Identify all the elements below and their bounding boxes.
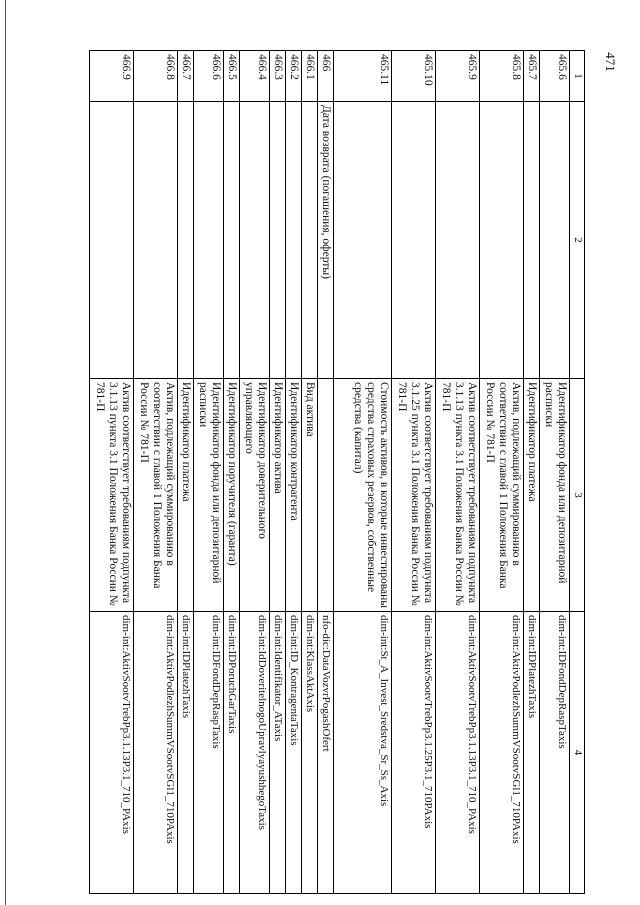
row-number: 465.11 bbox=[334, 51, 392, 102]
row-description: Идентификатор платежа bbox=[178, 379, 194, 612]
table-row bbox=[436, 51, 480, 894]
row-name bbox=[334, 102, 392, 379]
table-row bbox=[224, 51, 240, 894]
row-code: nfo-dic:DataVozvrPogashOfert bbox=[318, 612, 334, 894]
row-description: Идентификатор поручителя (гаранта) bbox=[224, 379, 240, 612]
row-description: Идентификатор контрагента bbox=[286, 379, 302, 612]
table-row bbox=[480, 51, 524, 894]
table-row bbox=[392, 51, 436, 894]
header-col-3: 3 bbox=[570, 379, 585, 612]
row-description: Актив соответствует требованиям подпункта 3.1.13 пункта 3.1 Положения Банка России № 781-П bbox=[436, 379, 480, 612]
row-number: 466.7 bbox=[178, 51, 194, 102]
table-row bbox=[334, 51, 392, 894]
row-name bbox=[524, 102, 540, 379]
row-code: dim-int:AktivPodlezhSummVSootvSGl1_710PAxis bbox=[480, 612, 524, 894]
row-number: 466.2 bbox=[286, 51, 302, 102]
header-col-1: 1 bbox=[570, 51, 585, 102]
row-number: 465.7 bbox=[524, 51, 540, 102]
row-name bbox=[178, 102, 194, 379]
page-number: 471 bbox=[603, 52, 618, 72]
row-name bbox=[90, 102, 134, 379]
table-row bbox=[318, 51, 334, 894]
header-col-2: 2 bbox=[570, 102, 585, 379]
row-name bbox=[240, 102, 270, 379]
row-name bbox=[436, 102, 480, 379]
row-code: dim-int:AktivPodlezhSummVSootvSGl1_710PAxis bbox=[134, 612, 178, 894]
row-number: 466.3 bbox=[270, 51, 286, 102]
row-name bbox=[480, 102, 524, 379]
row-number: 466.8 bbox=[134, 51, 178, 102]
table-row bbox=[302, 51, 318, 894]
header-col-4: 4 bbox=[570, 612, 585, 894]
row-description: Идентификатор актива bbox=[270, 379, 286, 612]
row-description: Актив соответствует требованиям подпункта 3.1.13 пункта 3.1 Положения Банка России № 781-П bbox=[90, 379, 134, 612]
row-code: dim-int:ID_KontragentaTaxis bbox=[286, 612, 302, 894]
row-code: dim-int:IDFondDepRaspTaxis bbox=[194, 612, 224, 894]
row-code: dim-int:IDPlatezhTaxis bbox=[178, 612, 194, 894]
row-number: 466.5 bbox=[224, 51, 240, 102]
row-code: dim-int:IDPlatezhTaxis bbox=[524, 612, 540, 894]
row-description: Идентификатор фонда или депозитарной расписки bbox=[540, 379, 570, 612]
row-description: Вид актива bbox=[302, 379, 318, 612]
row-name: Дата возврата (погашения, оферты) bbox=[318, 102, 334, 379]
row-code: dim-int:AktivSootvTrebPp3.1.13P3.1_710_PAxis bbox=[90, 612, 134, 894]
row-description: Идентификатор фонда или депозитарной расписки bbox=[194, 379, 224, 612]
row-number: 466.9 bbox=[90, 51, 134, 102]
row-number: 466 bbox=[318, 51, 334, 102]
table-row bbox=[286, 51, 302, 894]
rotated-table-container bbox=[65, 50, 585, 865]
table-row bbox=[240, 51, 270, 894]
table-row bbox=[178, 51, 194, 894]
row-number: 465.8 bbox=[480, 51, 524, 102]
row-number: 465.10 bbox=[392, 51, 436, 102]
row-name bbox=[302, 102, 318, 379]
data-table bbox=[89, 50, 585, 894]
table-row bbox=[194, 51, 224, 894]
margin-rule bbox=[5, 0, 6, 905]
table-row bbox=[524, 51, 540, 894]
row-description: Актив, подлежащий суммированию в соответствии с главой 1 Положения Банка России № 781-П bbox=[480, 379, 524, 612]
row-code: dim-int:AktivSootvTrebPp3.1.25P3.1_710PAxis bbox=[392, 612, 436, 894]
row-number: 465.9 bbox=[436, 51, 480, 102]
row-name bbox=[224, 102, 240, 379]
table-row bbox=[270, 51, 286, 894]
row-description bbox=[318, 379, 334, 612]
table-row bbox=[540, 51, 570, 894]
row-description: Стоимость активов, в которые инвестированы средства страховых резервов, собственные средства (капитал) bbox=[334, 379, 392, 612]
row-description: Актив, подлежащий суммированию в соответствии с главой 1 Положения Банка России № 781-П bbox=[134, 379, 178, 612]
row-code: dim-int:IDFondDepRaspTaxis bbox=[540, 612, 570, 894]
row-number: 466.1 bbox=[302, 51, 318, 102]
row-name bbox=[540, 102, 570, 379]
table-row bbox=[90, 51, 134, 894]
row-code: dim-int:KlassAktAxis bbox=[302, 612, 318, 894]
row-name bbox=[286, 102, 302, 379]
row-name bbox=[134, 102, 178, 379]
row-code: dim-int:IdDoveritelnogoUpravlyayushhegoTaxis bbox=[240, 612, 270, 894]
table-row bbox=[134, 51, 178, 894]
row-code: dim-int:IDPoruchGarTaxis bbox=[224, 612, 240, 894]
row-code: dim-int:Identifikator_ATaxis bbox=[270, 612, 286, 894]
row-name bbox=[392, 102, 436, 379]
row-description: Идентификатор доверительного управляющего bbox=[240, 379, 270, 612]
row-name bbox=[270, 102, 286, 379]
row-number: 466.6 bbox=[194, 51, 224, 102]
row-name bbox=[194, 102, 224, 379]
row-description: Актив соответствует требованиям подпункта 3.1.25 пункта 3.1 Положения Банка России № 781-П bbox=[392, 379, 436, 612]
row-number: 466.4 bbox=[240, 51, 270, 102]
row-code: dim-int:St_A_Invest_Sredstva_Sr_Ss_Axis bbox=[334, 612, 392, 894]
row-code: dim-int:AktivSootvTrebPp3.1.13P3.1_710_PAxis bbox=[436, 612, 480, 894]
row-description: Идентификатор платежа bbox=[524, 379, 540, 612]
table-header-row bbox=[570, 51, 585, 894]
row-number: 465.6 bbox=[540, 51, 570, 102]
table-body bbox=[90, 51, 570, 894]
